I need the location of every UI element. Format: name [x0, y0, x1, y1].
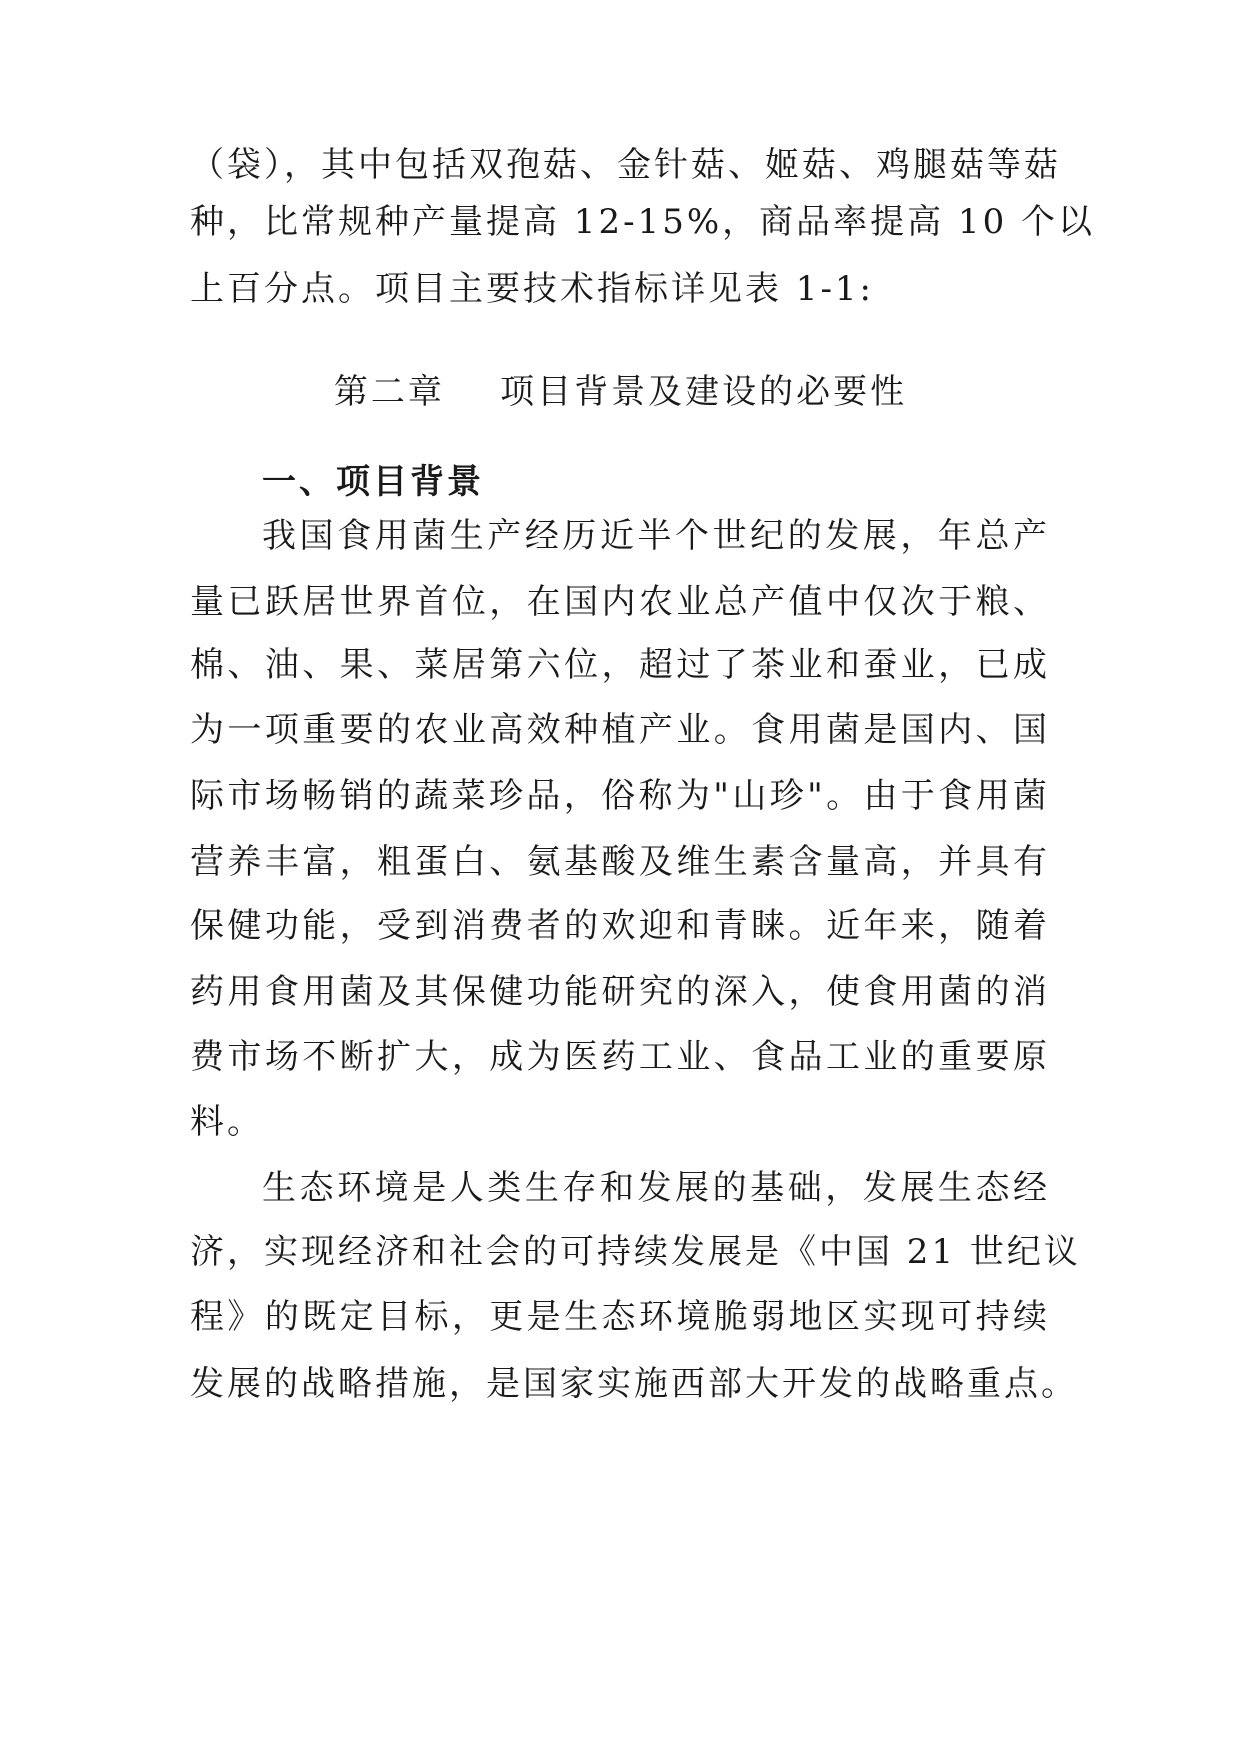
- text-line: 药用食用菌及其保健功能研究的深入，使食用菌的消: [190, 972, 1050, 1012]
- text-line: 生态环境是人类生存和发展的基础，发展生态经: [262, 1168, 1050, 1208]
- text-line: 上百分点。项目主要技术指标详见表 1-1:: [190, 269, 875, 309]
- text-line: 际市场畅销的蔬菜珍品，俗称为"山珍"。由于食用菌: [190, 776, 1050, 816]
- text-line: 种，比常规种产量提高 12-15%，商品率提高 10 个以: [190, 202, 1096, 242]
- text-line: 料。: [190, 1102, 264, 1142]
- text-line: 我国食用菌生产经历近半个世纪的发展，年总产: [262, 516, 1050, 556]
- text-line: 营养丰富，粗蛋白、氨基酸及维生素含量高，并具有: [190, 842, 1050, 882]
- text-line: 量已跃居世界首位，在国内农业总产值中仅次于粮、: [190, 582, 1050, 622]
- text-line: 程》的既定目标，更是生态环境脆弱地区实现可持续: [190, 1297, 1050, 1337]
- text-line: 费市场不断扩大，成为医药工业、食品工业的重要原: [190, 1037, 1050, 1077]
- text-line: 棉、油、果、菜居第六位，超过了茶业和蚕业，已成: [190, 645, 1050, 685]
- text-line: 保健功能，受到消费者的欢迎和青睐。近年来，随着: [190, 906, 1050, 946]
- text-line: （袋），其中包括双孢菇、金针菇、姬菇、鸡腿菇等菇: [190, 145, 1061, 185]
- text-line: 济，实现经济和社会的可持续发展是《中国 21 世纪议: [190, 1232, 1081, 1272]
- section-heading: 一、项目背景: [262, 462, 484, 502]
- chapter-title: 第二章 项目背景及建设的必要性: [333, 372, 908, 412]
- text-line: 发展的战略措施，是国家实施西部大开发的战略重点。: [190, 1364, 1078, 1404]
- text-line: 为一项重要的农业高效种植产业。食用菌是国内、国: [190, 710, 1050, 750]
